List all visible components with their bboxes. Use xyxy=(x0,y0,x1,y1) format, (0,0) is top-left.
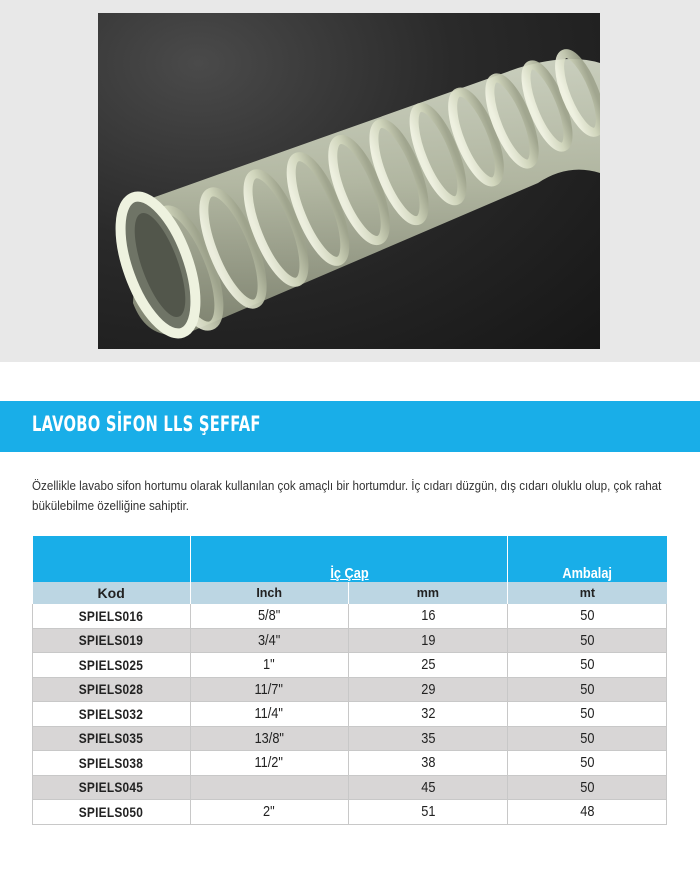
cell-kod xyxy=(33,702,191,727)
cell-mt-text: 50 xyxy=(580,754,595,772)
cell-kod xyxy=(33,677,191,702)
cell-inch xyxy=(190,604,348,628)
cell-kod-text: SPIELS045 xyxy=(79,779,144,796)
cell-mt-text: 50 xyxy=(580,631,595,649)
cell-mm xyxy=(348,702,508,727)
column-header-kod: Kod xyxy=(33,582,191,604)
cell-kod xyxy=(33,653,191,678)
cell-mm-text: 51 xyxy=(420,803,435,821)
cell-mm-text: 45 xyxy=(420,778,435,796)
cell-inch-text: 5/8" xyxy=(258,607,281,625)
cell-mm-text: 19 xyxy=(420,631,435,649)
table-row xyxy=(33,726,667,751)
cell-mm xyxy=(348,653,508,678)
cell-inch xyxy=(190,775,348,800)
cell-inch xyxy=(190,653,348,678)
cell-mt xyxy=(508,628,667,653)
table-row xyxy=(33,800,667,825)
cell-mm xyxy=(348,775,508,800)
column-header-mm: mm xyxy=(348,582,508,604)
cell-mm xyxy=(348,726,508,751)
cell-kod xyxy=(33,800,191,825)
title-banner xyxy=(0,401,700,452)
column-header-row xyxy=(33,582,667,604)
cell-mt xyxy=(508,653,667,678)
product-description: Özellikle lavabo sifon hortumu olarak kullanılan çok amaçlı bir hortumdur. İç cıdarı düzgün, dış cıdarı oluklu olup, çok rahat bükülebilme özelliğine sahiptir. xyxy=(32,479,662,513)
cell-mt-text: 50 xyxy=(580,656,595,674)
cell-mt-text: 48 xyxy=(580,803,595,821)
cell-mt xyxy=(508,775,667,800)
cell-mm xyxy=(348,628,508,653)
product-photo xyxy=(98,13,600,349)
cell-kod-text: SPIELS038 xyxy=(79,754,144,771)
cell-mt-text: 50 xyxy=(580,607,595,625)
cell-mt xyxy=(508,800,667,825)
cell-mm-text: 25 xyxy=(420,656,435,674)
cell-kod xyxy=(33,726,191,751)
cell-inch-text: 1" xyxy=(263,656,275,674)
group-header-ambalaj xyxy=(508,536,667,582)
table-row xyxy=(33,653,667,678)
table-row xyxy=(33,702,667,727)
cell-inch-text: 13/8" xyxy=(254,729,284,747)
product-photo-band xyxy=(0,0,700,362)
table-row xyxy=(33,677,667,702)
table-row xyxy=(33,628,667,653)
cell-kod xyxy=(33,604,191,628)
cell-kod-text: SPIELS050 xyxy=(79,803,144,820)
cell-mt-text: 50 xyxy=(580,729,595,747)
cell-inch xyxy=(190,702,348,727)
cell-inch xyxy=(190,751,348,776)
cell-mt xyxy=(508,677,667,702)
cell-mt-text: 50 xyxy=(580,705,595,723)
cell-kod xyxy=(33,628,191,653)
cell-inch xyxy=(190,677,348,702)
cell-inch xyxy=(190,628,348,653)
cell-mm-text: 29 xyxy=(420,680,435,698)
table-body xyxy=(33,604,667,824)
cell-mm xyxy=(348,800,508,825)
group-header-row xyxy=(33,536,667,582)
column-header-mt: mt xyxy=(508,582,667,604)
cell-kod-text: SPIELS032 xyxy=(79,705,144,722)
group-header-ic-cap xyxy=(190,536,507,582)
cell-mt xyxy=(508,604,667,628)
cell-inch xyxy=(190,800,348,825)
hose-illustration xyxy=(98,13,600,349)
spec-table xyxy=(32,536,667,825)
cell-kod xyxy=(33,775,191,800)
ambalaj-label: Ambalaj xyxy=(562,565,613,582)
group-header-empty xyxy=(33,536,191,582)
cell-mt-text: 50 xyxy=(580,680,595,698)
cell-kod-text: SPIELS025 xyxy=(79,656,144,673)
cell-kod-text: SPIELS019 xyxy=(79,632,144,649)
table-row xyxy=(33,775,667,800)
cell-inch-text: 3/4" xyxy=(258,631,281,649)
cell-mt xyxy=(508,751,667,776)
column-header-inch: Inch xyxy=(190,582,348,604)
cell-mm-text: 16 xyxy=(420,607,435,625)
cell-mt xyxy=(508,726,667,751)
cell-mm-text: 32 xyxy=(420,705,435,723)
table-row xyxy=(33,751,667,776)
product-title: LAVOBO SİFON LLS ŞEFFAF xyxy=(32,412,261,436)
cell-inch-text: 11/7" xyxy=(254,680,284,698)
cell-mt-text: 50 xyxy=(580,778,595,796)
cell-inch-text: 11/4" xyxy=(254,705,284,723)
cell-mm xyxy=(348,677,508,702)
cell-inch-text: 2" xyxy=(263,803,275,821)
cell-kod-text: SPIELS016 xyxy=(79,607,144,624)
cell-mm-text: 35 xyxy=(420,729,435,747)
cell-kod xyxy=(33,751,191,776)
cell-mm xyxy=(348,604,508,628)
cell-kod-text: SPIELS028 xyxy=(79,681,144,698)
cell-mt xyxy=(508,702,667,727)
cell-inch-text: 11/2" xyxy=(254,754,284,772)
cell-mm-text: 38 xyxy=(420,754,435,772)
cell-mm xyxy=(348,751,508,776)
cell-inch xyxy=(190,726,348,751)
table-row xyxy=(33,604,667,628)
cell-kod-text: SPIELS035 xyxy=(79,730,144,747)
ic-cap-label: İç Çap xyxy=(329,565,369,582)
